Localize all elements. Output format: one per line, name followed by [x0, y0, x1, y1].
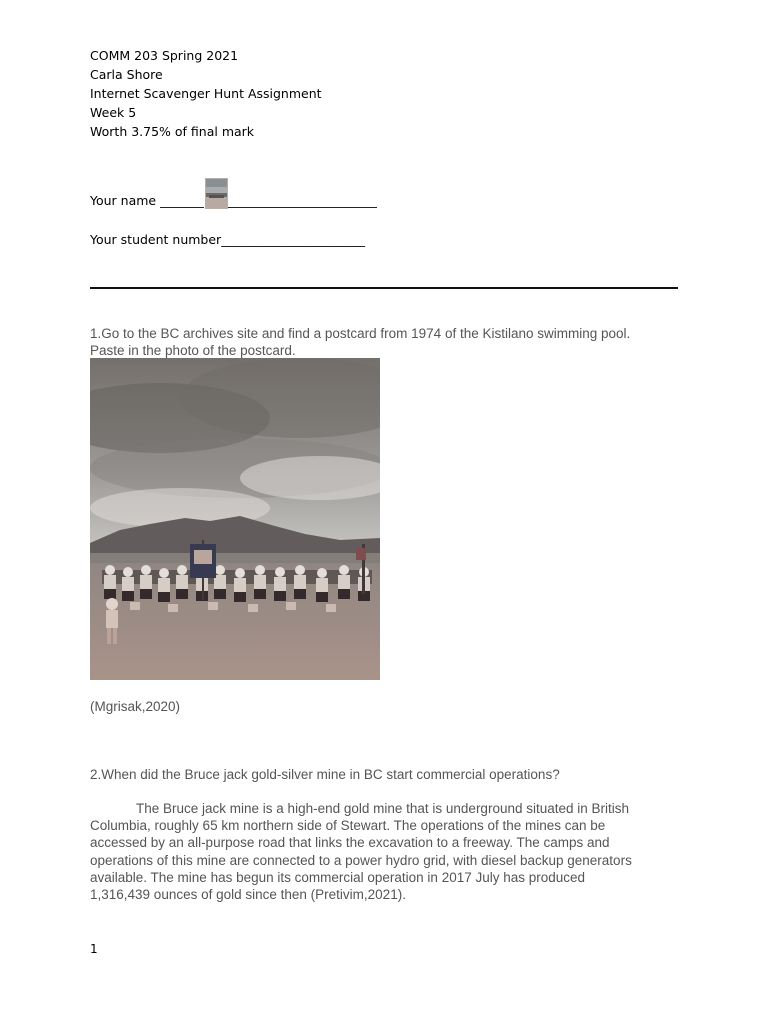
assignment-title: Internet Scavenger Hunt Assignment: [90, 86, 322, 101]
answer-line-6: 1,316,439 ounces of gold since then (Pretivim,2021).: [90, 887, 406, 903]
question-2-answer: [90, 800, 680, 903]
worth-label: Worth 3.75% of final mark: [90, 124, 255, 139]
answer-line-2: Columbia, roughly 65 km northern side of Stewart. The operations of the mines can be: [90, 818, 606, 834]
postcard-photo: [90, 358, 380, 680]
answer-line-1: The Bruce jack mine is a high-end gold mine that is underground situated in British: [136, 801, 630, 816]
document-header: [90, 46, 322, 141]
question-1-line-1: 1.Go to the BC archives site and find a postcard from 1974 of the Kistilano swimming pool.: [90, 326, 631, 341]
course-title: COMM 203 Spring 2021: [90, 48, 239, 63]
question-2: 2.When did the Bruce jack gold-silver mine in BC start commercial operations?: [90, 767, 560, 782]
page-number: 1: [90, 942, 98, 956]
answer-line-4: operations of this mine are connected to a power hydro grid, with diesel backup generators: [90, 852, 632, 868]
student-number-field: [90, 232, 365, 247]
name-field: [90, 193, 377, 208]
question-1-line-2: Paste in the photo of the postcard.: [90, 343, 296, 358]
photo-citation: (Mgrisak,2020): [90, 699, 181, 714]
name-blank-line: ________________________: [226, 193, 377, 208]
student-number-label: Your student number_______________________: [90, 232, 365, 247]
answer-line-3: accessed by an all-purpose road that links the excavation to a freeway. The camps and: [90, 835, 610, 851]
name-thumbnail-image: [205, 178, 228, 209]
horizontal-divider: [90, 287, 678, 289]
name-label: Your name _______: [90, 193, 204, 208]
answer-line-5: available. The mine has begun its commercial operation in 2017 July has produced: [90, 869, 586, 885]
instructor-name: Carla Shore: [90, 67, 163, 82]
week-label: Week 5: [90, 105, 137, 120]
question-1: [90, 325, 630, 359]
